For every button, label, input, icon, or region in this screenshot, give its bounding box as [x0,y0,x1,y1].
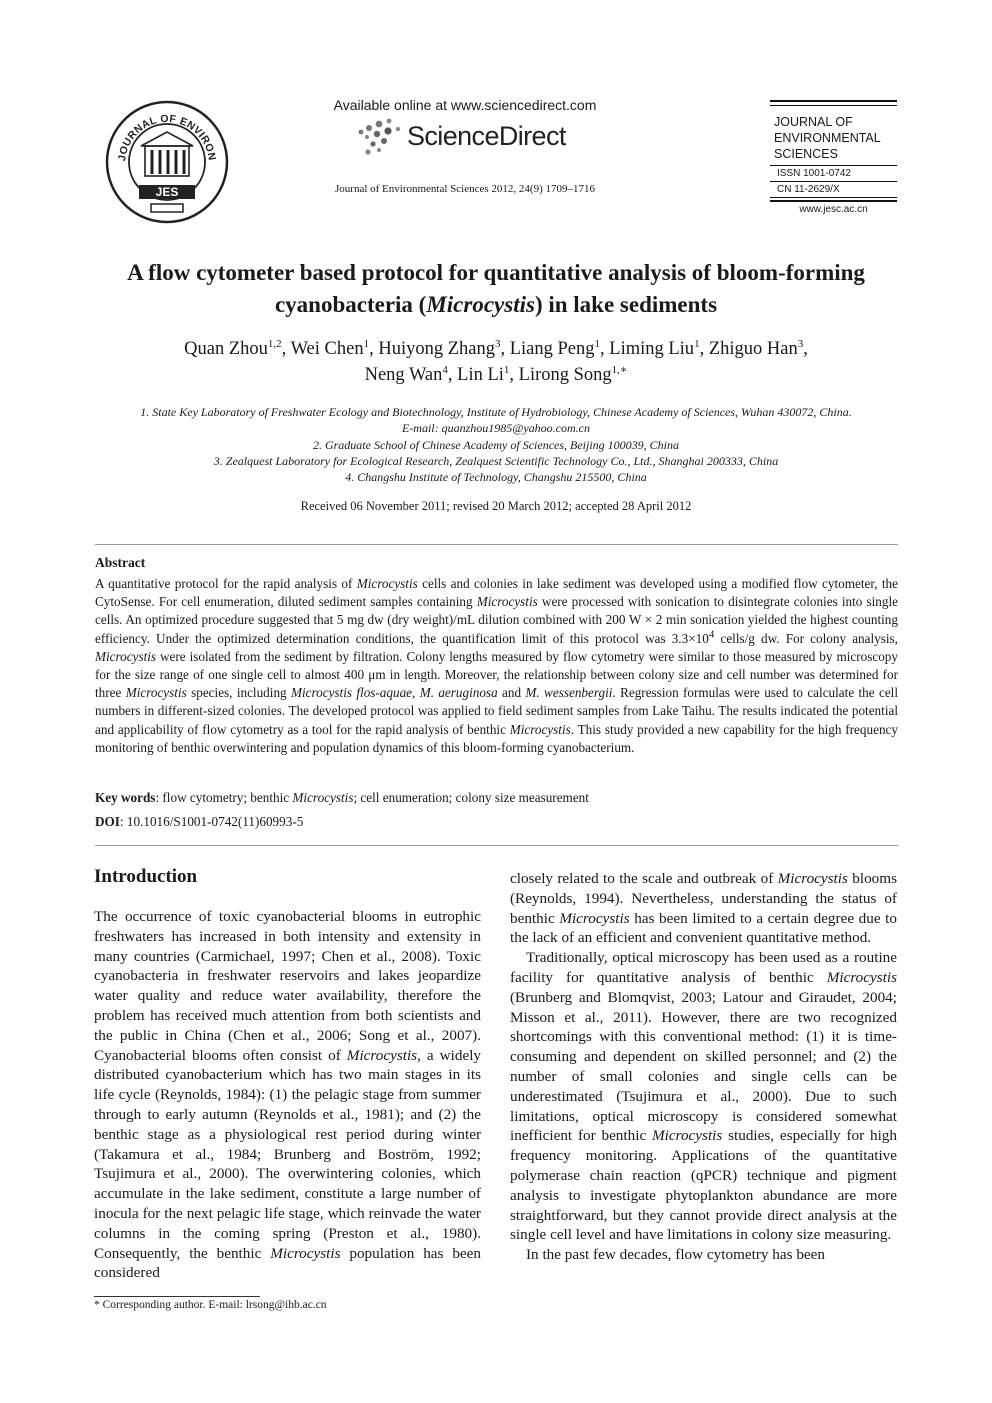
abstract-heading: Abstract [95,555,146,570]
divider [95,845,898,846]
journal-info-box [770,100,897,215]
body-column-right [510,869,897,1265]
divider [770,105,897,106]
journal-seal-logo [105,100,229,224]
journal-name: JOURNAL OF ENVIRONMENTAL SCIENCES [774,115,881,161]
author-list [110,336,882,388]
author-affiliation-marker: 3 [797,337,804,350]
sciencedirect-wordmark: ScienceDirect [407,121,566,151]
paragraph: closely related to the scale and outbreak of Microcystis blooms (Reynolds, 1994). Nevertheless, understanding the status of benthic Microcystis has been limited to a certain degree due to the lack of an efficient and convenient quantitative method. [510,870,897,947]
issn-text: ISSN 1001-0742 [770,165,897,181]
author-affiliation-marker: 4 [442,363,448,376]
affiliations [60,404,932,485]
divider [95,544,898,545]
body-column-left [94,907,481,1283]
author-affiliation-marker: 3 [494,337,501,350]
author-name: Zhiguo Han [708,339,798,359]
affiliation-3: 3. Zealquest Laboratory for Ecological Research, Zealquest Scientific Technology Co., Ltd., Shanghai 200333, China [213,453,779,468]
sciencedirect-logo[interactable] [355,116,585,158]
author-line: Quan Zhou$^{1,2}$, Wei Chen$^1$, Huiyong Zhang$^3$, Liang Peng$^1$, Liming Liu$^1$, Zhiguo Han$^3$, [184,337,808,359]
author-affiliation-marker: 1 [503,363,510,376]
author-name: Wei Chen [290,339,364,359]
footnote-divider [94,1296,260,1297]
keywords: Key words: flow cytometry; benthic Microcystis; cell enumeration; colony size measurement [95,790,589,805]
author-name: Neng Wan [364,365,443,385]
affiliation-1: 1. State Key Laboratory of Freshwater Ecology and Biotechnology, Institute of Hydrobiology, Chinese Academy of Sciences, Wuhan 430072, China. [140,405,852,419]
author-affiliation-marker: 1 [594,337,601,350]
author-name: Quan Zhou [184,339,268,359]
author-affiliation-marker: 1 [363,337,370,350]
affiliation-4: 4. Changshu Institute of Technology, Changshu 215500, China [345,470,647,485]
author-affiliation-marker: 1,∗ [611,363,628,376]
journal-url-link[interactable]: www.jesc.ac.cn [799,204,868,215]
svg-text:JES: JES [155,185,179,199]
author-line: Neng Wan$^4$, Lin Li$^1$, Lirong Song$^{1,∗}$ [364,363,628,385]
affiliation-email[interactable]: E-mail: quanzhou1985@yahoo.com.cn [401,421,590,436]
divider [770,197,897,198]
affiliation-2: 2. Graduate School of Chinese Academy of Sciences, Beijing 100039, China [312,437,680,452]
paragraph: In the past few decades, flow cytometry has been [526,1246,825,1264]
svg-text:JOURNAL OF ENVIRONMENTAL SCIEN: JOURNAL OF ENVIRON [116,112,218,162]
abstract-text: A quantitative protocol for the rapid analysis of Microcystis cells and colonies in lake sediment was developed using a modified flow cytometer, the CytoSense. For cell enumeration, diluted sediment samples containing Microcystis were processed with sonication to disintegrate colonies into single cells. An optimized procedure suggested that 5 mg dw (dry weight)/mL dilution combined with 200 W × 2 min sonication yielded the highest counting efficiency. Under the optimized determination conditions, the quantification limit of this protocol was $3.3\times 10^4$ cells/g dw. For colony analysis, Microcystis were isolated from the sediment by filtration. Colony lengths measured by flow cytometry were similar to those measured by microscopy for the size range of one single cell to almost 400 μm in length. Moreover, the relationship between colony size and cell number was determined for three Microcystis species, including Microcystis flos-aquae, M. aeruginosa and M. wessenbergii. Regression formulas were used to calculate the cell numbers in different-sized colonies. The developed protocol was applied to field sediment samples from Lake Taihu. The results indicated the potential and applicability of flow cytometry as a tool for the rapid analysis of benthic Microcystis. This study provided a new capability for the high frequency monitoring of benthic overwintering and population dynamics of this bloom-forming cyanobacterium. [95,576,899,755]
author-name: Huiyong Zhang [378,339,495,359]
sciencedirect-dots-icon [355,118,401,156]
section-heading-introduction: Introduction [94,866,198,887]
available-online-text: Available online at www.sciencedirect.com [333,97,597,113]
corresponding-author-footnote: * Corresponding author. E-mail: lrsong@ihb.ac.cn [94,1299,327,1311]
paragraph: Traditionally, optical microscopy has been used as a routine facility for quantitative analysis of benthic Microcystis (Brunberg and Blomqvist, 2003; Latour and Giraudet, 2004; Misson et al., 2011). However, there are two recognized shortcomings with this conventional method: (1) it is time-consuming and dependent on skilled personnel; and (2) the number of small colonies and single cells can be underestimated (Tsujimura et al., 2000). Due to such limitations, optical microscopy is considered somewhat inefficient for benthic Microcystis studies, especially for high frequency monitoring. Applications of the quantitative polymerase chain reaction (qPCR) technique and pigment analysis to investigate phytoplankton abundance are more straightforward, but they cannot provide direct analysis at the single cell level and have limitations in colony size measuring. [510,949,897,1244]
journal-citation: Journal of Environmental Sciences 2012, 24(9) 1709–1716 [335,183,595,195]
divider [770,100,897,102]
cn-text: CN 11-2629/X [770,181,897,197]
book-building-seal-icon [105,100,229,224]
received-dates: Received 06 November 2011; revised 20 March 2012; accepted 28 April 2012 [300,499,692,513]
author-name: Lin Li [457,365,504,385]
author-affiliation-marker: 1,2 [267,337,282,350]
paragraph: The occurrence of toxic cyanobacterial blooms in eutrophic freshwaters has increased in both intensity and extensity in many countries (Carmichael, 1997; Chen et al., 2008). Toxic cyanobacteria in freshwater reservoirs and lakes jeopardize water quality and reduce water availability, therefore the problem has received much attention from both scientists and the public in China (Chen et al., 2006; Song et al., 2007). Cyanobacterial blooms often consist of Microcystis, a widely distributed cyanobacterium which has two main stages in its life cycle (Reynolds, 1984): (1) the pelagic stage from summer through to early autumn (Reynolds et al., 1981); and (2) the benthic stage as a physiological rest period during winter (Takamura et al., 1984; Brunberg and Boström, 1992; Tsujimura et al., 2000). The overwintering colonies, which accumulate in the lake sediment, constitute a large number of inocula for the next pelagic life stage, which reinvade the water columns in the coming spring (Preston et al., 1980). Consequently, the benthic Microcystis population has been considered [94,908,482,1282]
author-name: Lirong Song [518,365,612,385]
article-title: A flow cytometer based protocol for quantitative analysis of bloom-forming cyanobacteria (Microcystis) in lake sediments [127,260,865,317]
author-name: Liming Liu [609,339,695,359]
author-affiliation-marker: 1 [694,337,700,350]
doi[interactable]: DOI: 10.1016/S1001-0742(11)60993-5 [95,814,304,829]
author-name: Liang Peng [509,339,595,359]
